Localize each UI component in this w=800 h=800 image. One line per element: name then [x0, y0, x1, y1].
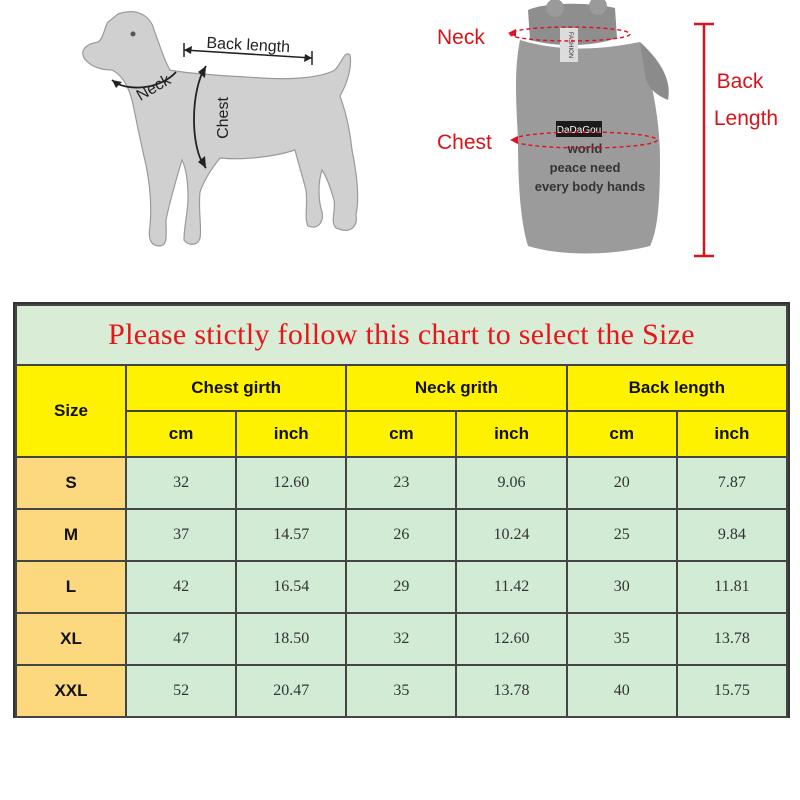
hoodie-print-line2: peace need [549, 160, 621, 175]
unit-header: inch [236, 411, 346, 457]
size-label: S [16, 457, 126, 509]
table-cell: 15.75 [677, 665, 787, 717]
table-cell: 35 [346, 665, 456, 717]
table-cell: 20.47 [236, 665, 346, 717]
table-cell: 32 [346, 613, 456, 665]
unit-header: cm [346, 411, 456, 457]
dog-back-length-label: Back length [206, 34, 291, 57]
table-cell: 13.78 [456, 665, 566, 717]
table-cell: 12.60 [456, 613, 566, 665]
size-column-header: Size [16, 365, 126, 457]
table-cell: 30 [567, 561, 677, 613]
neck-girth-header: Neck grith [346, 365, 566, 411]
table-cell: 11.42 [456, 561, 566, 613]
hoodie-neck-label: Neck [437, 26, 485, 49]
dog-neck-label: Neck [133, 71, 174, 105]
hoodie-length-label: Length [713, 107, 779, 130]
table-cell: 13.78 [677, 613, 787, 665]
table-cell: 23 [346, 457, 456, 509]
hoodie-print-line3: every body hands [534, 179, 646, 194]
hoodie-back-label: Back [716, 70, 764, 93]
table-cell: 18.50 [236, 613, 346, 665]
size-label: L [16, 561, 126, 613]
dog-diagram [83, 12, 358, 246]
hoodie-print-line1: world [567, 141, 603, 156]
table-cell: 42 [126, 561, 236, 613]
table-cell: 47 [126, 613, 236, 665]
unit-header: inch [677, 411, 787, 457]
table-cell: 14.57 [236, 509, 346, 561]
measurement-illustrations [0, 0, 800, 290]
table-row [16, 613, 787, 665]
dog-chest-label: Chest [215, 97, 232, 139]
hoodie-chest-label: Chest [437, 131, 492, 154]
size-chart [13, 302, 790, 718]
table-cell: 11.81 [677, 561, 787, 613]
size-label: XL [16, 613, 126, 665]
size-chart-table [15, 304, 788, 718]
table-cell: 20 [567, 457, 677, 509]
table-cell: 12.60 [236, 457, 346, 509]
unit-header: cm [126, 411, 236, 457]
unit-header: cm [567, 411, 677, 457]
table-cell: 16.54 [236, 561, 346, 613]
table-cell: 29 [346, 561, 456, 613]
chest-girth-header: Chest girth [126, 365, 346, 411]
table-cell: 9.84 [677, 509, 787, 561]
size-label: XXL [16, 665, 126, 717]
table-cell: 26 [346, 509, 456, 561]
arrowhead [510, 136, 518, 144]
hoodie-diagram [437, 0, 778, 256]
table-row [16, 509, 787, 561]
table-cell: 40 [567, 665, 677, 717]
table-row [16, 665, 787, 717]
table-cell: 25 [567, 509, 677, 561]
hoodie-tag-text: FASHION [567, 31, 573, 59]
table-cell: 32 [126, 457, 236, 509]
dog-eye [131, 32, 136, 37]
size-label: M [16, 509, 126, 561]
table-cell: 9.06 [456, 457, 566, 509]
size-chart-title: Please stictly follow this chart to select the Size [16, 305, 787, 365]
table-cell: 35 [567, 613, 677, 665]
arrowhead [112, 80, 122, 88]
back-length-header: Back length [567, 365, 787, 411]
table-cell: 7.87 [677, 457, 787, 509]
table-cell: 52 [126, 665, 236, 717]
table-row [16, 561, 787, 613]
table-row [16, 457, 787, 509]
hoodie-brand-text: DaDaGou [556, 125, 602, 136]
arrowhead [184, 46, 192, 54]
table-cell: 10.24 [456, 509, 566, 561]
table-cell: 37 [126, 509, 236, 561]
arrowhead [304, 54, 312, 62]
unit-header: inch [456, 411, 566, 457]
